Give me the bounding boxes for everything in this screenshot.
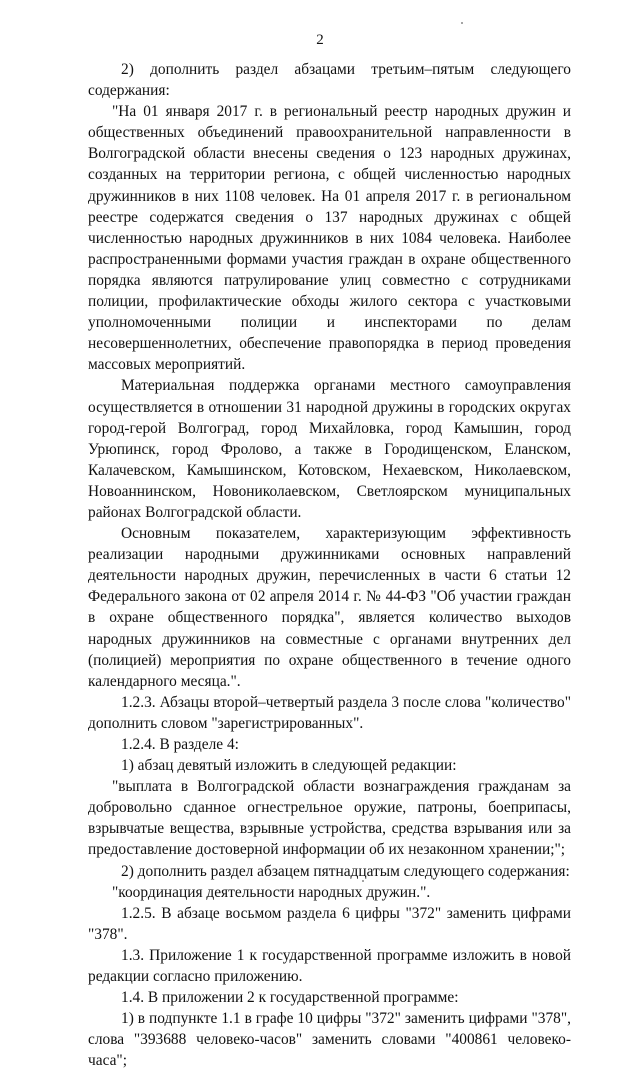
paragraph-subitem-2: 2) дополнить раздел абзацем пятнадцатым следующего содержания: [121, 862, 570, 880]
paragraph-item-1-2-5: 1.2.5. В абзаце восьмом раздела 6 цифры "372" заменить цифрами "378". [88, 904, 571, 943]
paragraph-registry-statistics: "На 01 января 2017 г. в региональный реестр народных дружин и общественных объединений правоохранительной направленности в Волгоградской области внесены сведения о 123 народных дружинах, созданных на территории региона, с общей численностью народных дружинников в них 1108 человек. На 01 апреля 2017 г. в региональном реестре содержатся сведения о 137 народных дружинах с общей численностью народных дружинников в них 1084 человека. Наиболее распространенными формами участия граждан в охране общественного порядка являются патрулирование улиц совместно с сотрудниками полиции, профилактические обходы жилого сектора с участковыми уполномоченными полиции и инспекторами по делам несовершеннолетних, обеспечение правопорядка в период проведения массовых мероприятий. [88, 103, 571, 374]
paragraph-reward-wording: "выплата в Волгоградской области вознаграждения гражданам за добровольно сданное огнестрельное оружие, патроны, боеприпасы, взрывчатые вещества, взрывные устройства, средства взрывания или за предоставление достоверной информации об их незаконном хранении;"; [88, 778, 571, 859]
paragraph-item-1-2-4: 1.2.4. В разделе 4: [121, 736, 239, 753]
paragraph-coordination-wording: "координация деятельности народных дружин.". [112, 883, 431, 901]
paragraph-item-1-3: 1.3. Приложение 1 к государственной программе изложить в новой редакции согласно приложению. [88, 946, 571, 986]
paragraph-amend-section-intro: 2) дополнить раздел абзацами третьим–пятым следующего содержания: [88, 61, 571, 100]
paragraph-item-1-4: 1.4. В приложении 2 к государственной программе: [121, 989, 459, 1007]
paragraph-material-support: Материальная поддержка органами местного самоуправления осуществляется в отношении 31 народной дружины в городских округах город-герой Волгоград, город Михайловка, город Камышин, город Урюпинск, город Фролово, а также в Городищенском, Еланском, Калачевском, Камышинском, Котовском, Нехаевском, Николаевском, Новоаннинском, Новониколаевском, Светлоярском муниципальных районах Волгоградской области. [88, 377, 571, 521]
page-number: 2 [316, 32, 324, 48]
document-body [88, 59, 571, 1072]
paragraph-item-1-2-3: 1.2.3. Абзацы второй–четвертый раздела 3 после слова "количество" дополнить словом "зарегистрированных". [88, 693, 571, 732]
paragraph-main-indicator: Основным показателем, характеризующим эффективность реализации народными дружинниками основных направлений деятельности народных дружин, перечисленных в части 6 статьи 12 Федерального закона от 02 апреля 2014 г. № 44-ФЗ "Об участии граждан в охране общественного порядка", является количество выходов народных дружинников на совместные с органами внутренних дел (полицией) мероприятия по охране общественного в течение одного календарного месяца.". [88, 525, 571, 690]
paragraph-item-1-4-subitem-1: 1) в подпункте 1.1 в графе 10 цифры "372" заменить цифрами "378", слова "393688 человеко-часов" заменить словами "400861 человеко-часа"; [88, 1010, 571, 1070]
scan-speck [362, 880, 364, 882]
paragraph-subitem-1: 1) абзац девятый изложить в следующей редакции: [121, 757, 457, 775]
scan-speck [461, 22, 463, 24]
